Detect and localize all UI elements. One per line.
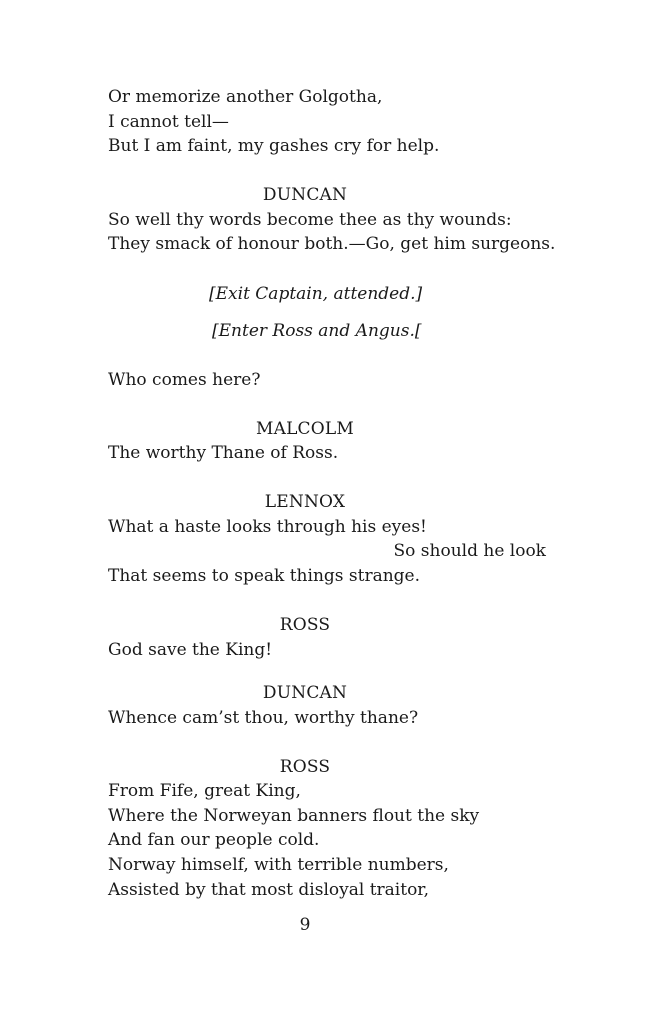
verse-line: Assisted by that most disloyal traitor, [108, 880, 429, 900]
verse-line: And fan our people cold. [108, 830, 320, 850]
verse-line: From Fife, great King, [108, 781, 301, 801]
verse-line: What a haste looks through his eyes! [108, 517, 427, 537]
speaker-name: MALCOLM [255, 419, 354, 439]
verse-line: So well thy words become thee as thy wounds: [108, 210, 512, 230]
speaker-name: DUNCAN [262, 683, 348, 703]
verse-line: The worthy Thane of Ross. [108, 443, 339, 463]
speaker-name: ROSS [279, 615, 331, 635]
verse-line: Or memorize another Golgotha, [108, 87, 383, 107]
verse-line: They smack of honour both.—Go, get him surgeons. [108, 234, 556, 254]
stage-direction: [Exit Captain, attended.] [209, 284, 423, 304]
verse-line: God save the King! [108, 640, 273, 660]
verse-line: Norway himself, with terrible numbers, [108, 855, 449, 875]
verse-line: That seems to speak things strange. [108, 566, 421, 586]
verse-line: Who comes here? [108, 370, 261, 390]
speaker-name: DUNCAN [262, 185, 348, 205]
verse-line: Where the Norweyan banners flout the sky [108, 806, 480, 826]
stage-direction: [Enter Ross and Angus.[ [212, 321, 422, 341]
verse-line: I cannot tell— [108, 112, 229, 132]
speaker-name: ROSS [279, 757, 331, 777]
page-number: 9 [299, 915, 311, 935]
speaker-name: LENNOX [264, 492, 346, 512]
verse-line: Whence cam’st thou, worthy thane? [108, 708, 419, 728]
verse-line: But I am faint, my gashes cry for help. [108, 136, 440, 156]
verse-line-indented: So should he look [393, 541, 546, 561]
